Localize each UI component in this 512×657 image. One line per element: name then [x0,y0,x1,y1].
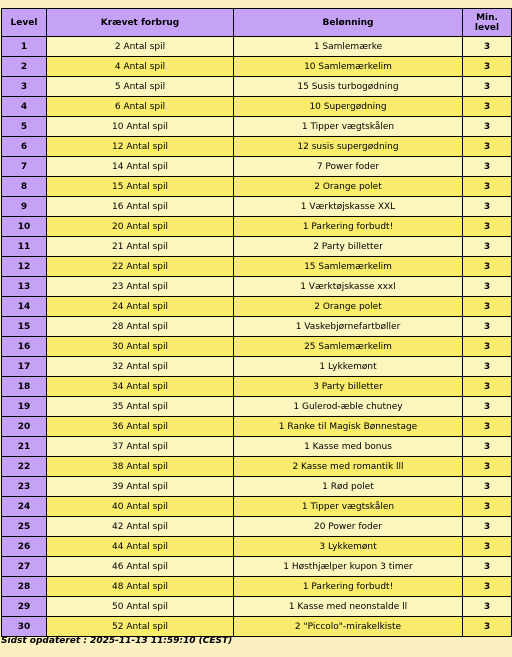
level-cell: 17 [2,357,47,377]
table-row [2,97,512,117]
level-cell: 14 [2,297,47,317]
required-cell: 12 Antal spil [47,137,234,157]
level-cell: 6 [2,137,47,157]
table-row [2,577,512,597]
table-row [2,237,512,257]
min-level-cell: 3 [463,457,512,477]
required-cell: 40 Antal spil [47,497,234,517]
header-min-level-line1: Min. [476,12,498,23]
table-row [2,457,512,477]
table-row [2,317,512,337]
min-level-cell: 3 [463,377,512,397]
min-level-cell: 3 [463,257,512,277]
reward-cell: 1 Vaskebjørnefartbøller [234,317,463,337]
table-row [2,517,512,537]
reward-cell: 12 susis supergødning [234,137,463,157]
reward-cell: 2 Kasse med romantik lll [234,457,463,477]
min-level-cell: 3 [463,337,512,357]
min-level-cell: 3 [463,37,512,57]
required-cell: 28 Antal spil [47,317,234,337]
reward-cell: 3 Party billetter [234,377,463,397]
level-cell: 24 [2,497,47,517]
level-cell: 19 [2,397,47,417]
table-row [2,477,512,497]
reward-cell: 1 Lykkemønt [234,357,463,377]
required-cell: 36 Antal spil [47,417,234,437]
reward-cell: 1 Samlemærke [234,37,463,57]
table-row [2,137,512,157]
reward-cell: 15 Susis turbogødning [234,77,463,97]
min-level-cell: 3 [463,417,512,437]
table-row [2,197,512,217]
table-row [2,157,512,177]
required-cell: 42 Antal spil [47,517,234,537]
reward-cell: 25 Samlemærkelim [234,337,463,357]
table-row [2,437,512,457]
reward-cell: 1 Værktøjskasse xxxl [234,277,463,297]
min-level-cell: 3 [463,197,512,217]
table-row [2,277,512,297]
table-row [2,297,512,317]
min-level-cell: 3 [463,597,512,617]
min-level-cell: 3 [463,517,512,537]
reward-cell: 10 Samlemærkelim [234,57,463,77]
reward-cell: 1 Parkering forbudt! [234,217,463,237]
min-level-cell: 3 [463,497,512,517]
header-required: Krævet forbrug [47,9,234,37]
rewards-table [1,8,512,637]
level-cell: 4 [2,97,47,117]
required-cell: 22 Antal spil [47,257,234,277]
min-level-cell: 3 [463,397,512,417]
reward-cell: 1 Kasse med neonstalde ll [234,597,463,617]
reward-cell: 15 Samlemærkelim [234,257,463,277]
level-cell: 2 [2,57,47,77]
level-cell: 27 [2,557,47,577]
level-cell: 3 [2,77,47,97]
reward-cell: 2 Party billetter [234,237,463,257]
min-level-cell: 3 [463,57,512,77]
min-level-cell: 3 [463,297,512,317]
reward-cell: 1 Rød polet [234,477,463,497]
required-cell: 6 Antal spil [47,97,234,117]
level-cell: 23 [2,477,47,497]
min-level-cell: 3 [463,577,512,597]
required-cell: 50 Antal spil [47,597,234,617]
table-row [2,117,512,137]
required-cell: 16 Antal spil [47,197,234,217]
min-level-cell: 3 [463,537,512,557]
last-updated: Sidst opdateret : 2025-11-13 11:59:10 (CEST) [1,636,233,646]
level-cell: 16 [2,337,47,357]
table-row [2,397,512,417]
level-cell: 22 [2,457,47,477]
required-cell: 20 Antal spil [47,217,234,237]
reward-cell: 3 Lykkemønt [234,537,463,557]
table-body [2,37,512,637]
required-cell: 44 Antal spil [47,537,234,557]
table-row [2,357,512,377]
required-cell: 2 Antal spil [47,37,234,57]
min-level-cell: 3 [463,177,512,197]
reward-cell: 2 Orange polet [234,177,463,197]
level-cell: 15 [2,317,47,337]
required-cell: 37 Antal spil [47,437,234,457]
reward-cell: 10 Supergødning [234,97,463,117]
reward-cell: 1 Ranke til Magisk Bønnestage [234,417,463,437]
required-cell: 10 Antal spil [47,117,234,137]
level-cell: 13 [2,277,47,297]
reward-cell: 7 Power foder [234,157,463,177]
reward-cell: 1 Gulerod-æble chutney [234,397,463,417]
level-cell: 8 [2,177,47,197]
min-level-cell: 3 [463,217,512,237]
table-row [2,617,512,637]
required-cell: 15 Antal spil [47,177,234,197]
reward-cell: 1 Høsthjælper kupon 3 timer [234,557,463,577]
table-row [2,537,512,557]
table-row [2,337,512,357]
level-cell: 9 [2,197,47,217]
level-cell: 11 [2,237,47,257]
level-cell: 1 [2,37,47,57]
table-row [2,37,512,57]
required-cell: 34 Antal spil [47,377,234,397]
header-reward: Belønning [234,9,463,37]
table-row [2,597,512,617]
header-min-level-line2: level [474,22,500,33]
required-cell: 32 Antal spil [47,357,234,377]
min-level-cell: 3 [463,137,512,157]
reward-cell: 2 Orange polet [234,297,463,317]
required-cell: 5 Antal spil [47,77,234,97]
level-cell: 21 [2,437,47,457]
reward-cell: 1 Parkering forbudt! [234,577,463,597]
min-level-cell: 3 [463,117,512,137]
required-cell: 35 Antal spil [47,397,234,417]
table-header-row [2,9,512,37]
header-min-level [463,9,512,37]
level-cell: 7 [2,157,47,177]
reward-cell: 1 Kasse med bonus [234,437,463,457]
min-level-cell: 3 [463,237,512,257]
min-level-cell: 3 [463,477,512,497]
table-row [2,217,512,237]
table-row [2,377,512,397]
level-cell: 30 [2,617,47,637]
required-cell: 39 Antal spil [47,477,234,497]
min-level-cell: 3 [463,77,512,97]
rewards-table-container [1,8,511,637]
level-cell: 5 [2,117,47,137]
reward-cell: 20 Power foder [234,517,463,537]
table-row [2,257,512,277]
min-level-cell: 3 [463,617,512,637]
table-row [2,557,512,577]
level-cell: 26 [2,537,47,557]
min-level-cell: 3 [463,277,512,297]
level-cell: 12 [2,257,47,277]
min-level-cell: 3 [463,357,512,377]
level-cell: 20 [2,417,47,437]
required-cell: 14 Antal spil [47,157,234,177]
min-level-cell: 3 [463,97,512,117]
required-cell: 23 Antal spil [47,277,234,297]
reward-cell: 2 "Piccolo"-mirakelkiste [234,617,463,637]
level-cell: 18 [2,377,47,397]
table-row [2,77,512,97]
table-row [2,57,512,77]
required-cell: 52 Antal spil [47,617,234,637]
level-cell: 25 [2,517,47,537]
table-row [2,417,512,437]
table-row [2,177,512,197]
required-cell: 46 Antal spil [47,557,234,577]
reward-cell: 1 Tipper vægtskålen [234,117,463,137]
table-row [2,497,512,517]
required-cell: 48 Antal spil [47,577,234,597]
required-cell: 21 Antal spil [47,237,234,257]
level-cell: 10 [2,217,47,237]
required-cell: 30 Antal spil [47,337,234,357]
required-cell: 4 Antal spil [47,57,234,77]
level-cell: 29 [2,597,47,617]
reward-cell: 1 Værktøjskasse XXL [234,197,463,217]
min-level-cell: 3 [463,157,512,177]
min-level-cell: 3 [463,557,512,577]
required-cell: 38 Antal spil [47,457,234,477]
min-level-cell: 3 [463,437,512,457]
required-cell: 24 Antal spil [47,297,234,317]
level-cell: 28 [2,577,47,597]
reward-cell: 1 Tipper vægtskålen [234,497,463,517]
min-level-cell: 3 [463,317,512,337]
header-level: Level [2,9,47,37]
